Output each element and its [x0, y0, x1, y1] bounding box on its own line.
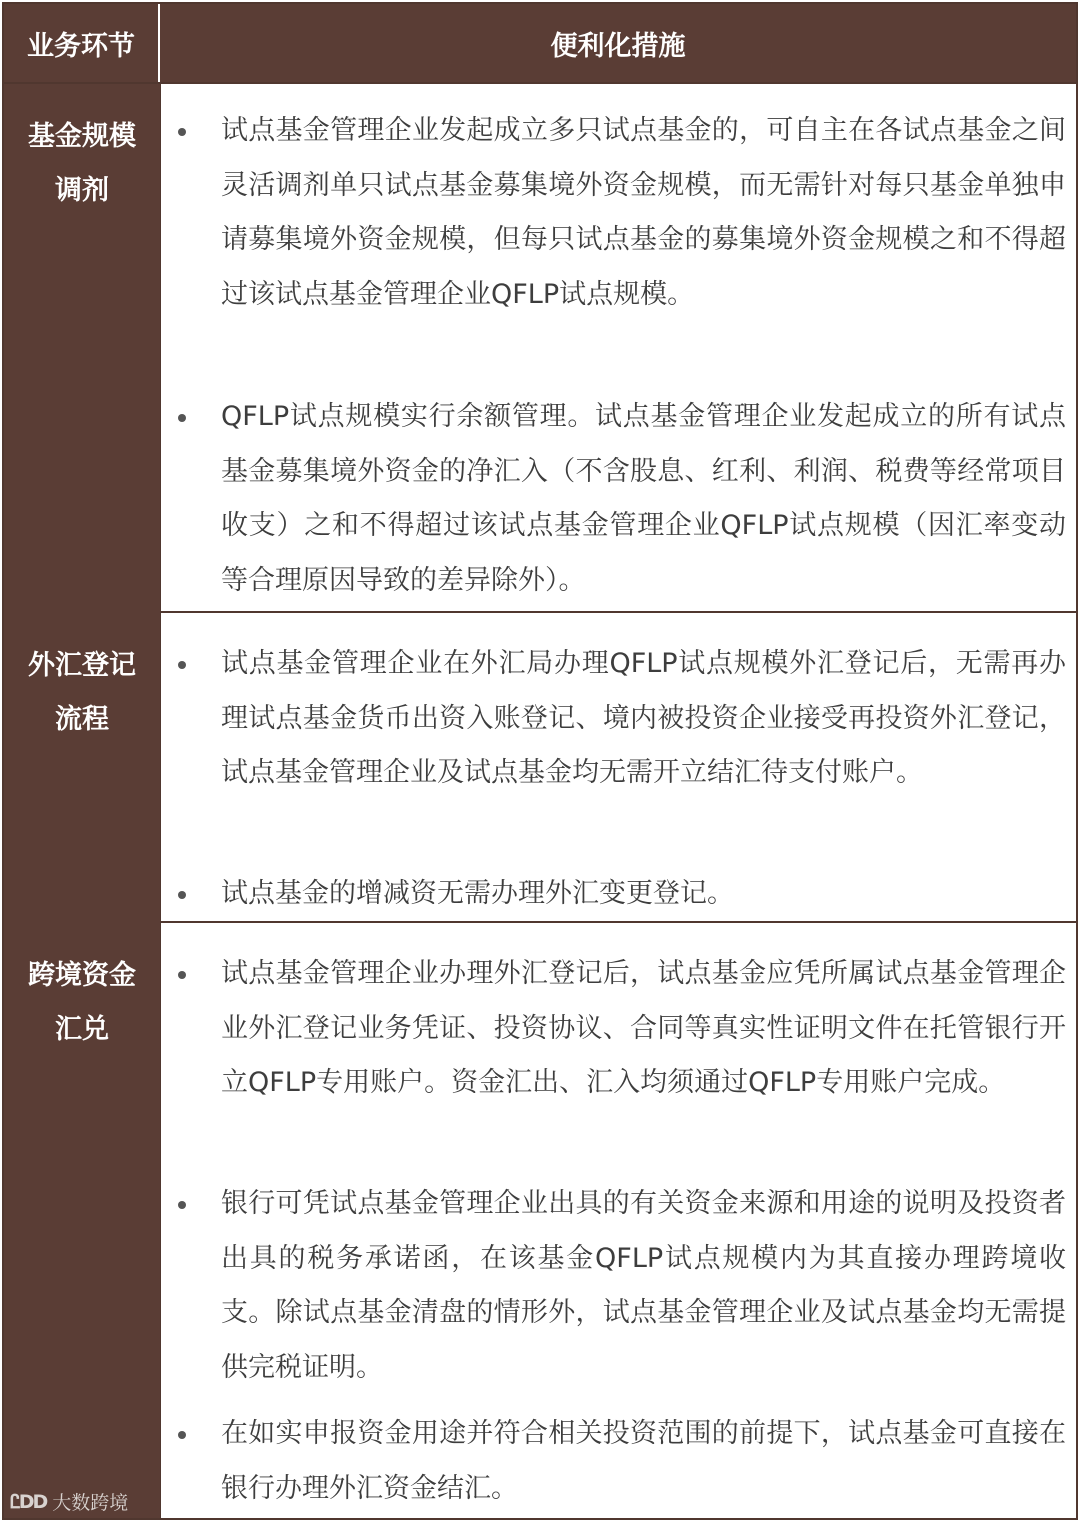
category-label-line2: 流程 — [55, 704, 109, 735]
measure-text: 在如实申报资金用途并符合相关投资范围的前提下，试点基金可直接在银行办理外汇资金结汇。 — [221, 1418, 1066, 1504]
category-label-line1: 跨境资金 — [28, 960, 136, 991]
bullet-icon — [178, 661, 186, 669]
measure-text: 试点基金的增减资无需办理外汇变更登记。 — [221, 878, 734, 909]
category-label-line2: 汇兑 — [55, 1014, 109, 1045]
bullet-icon — [178, 1431, 186, 1439]
brand-logo-icon: ᏝDD — [10, 1490, 47, 1513]
category-cell — [4, 921, 160, 1518]
table-row — [4, 84, 1076, 611]
category-cell — [4, 611, 160, 921]
category-label-line1: 基金规模 — [28, 121, 136, 152]
measure-text: 试点基金管理企业在外汇局办理QFLP试点规模外汇登记后，无需再办理试点基金货币出资入账登记、境内被投资企业接受再投资外汇登记，试点基金管理企业及试点基金均无需开立结汇待支付账户。 — [221, 648, 1066, 788]
category-label-line2: 调剂 — [55, 175, 109, 206]
header-business-stage: 业务环节 — [4, 4, 160, 82]
bullet-icon — [178, 891, 186, 899]
bullet-icon — [178, 128, 186, 136]
measures-cell — [161, 613, 1076, 921]
measures-table — [2, 2, 1078, 1520]
bullet-icon — [178, 971, 186, 979]
measure-text: QFLP试点规模实行余额管理。试点基金管理企业发起成立的所有试点基金募集境外资金的净汇入（不含股息、红利、利润、税费等经常项目收支）之和不得超过该试点基金管理企业QFLP试点规模（因汇率变动等合理原因导致的差异除外）。 — [221, 401, 1066, 596]
bullet-icon — [178, 414, 186, 422]
watermark — [10, 1488, 128, 1515]
header-measures: 便利化措施 — [550, 30, 686, 62]
bullet-icon — [178, 1201, 186, 1209]
category-cell — [4, 84, 160, 611]
table-header — [4, 4, 1076, 82]
watermark-text: 大数跨境 — [52, 1492, 129, 1514]
measures-cell — [161, 84, 1076, 611]
measure-text: 试点基金管理企业办理外汇登记后，试点基金应凭所属试点基金管理企业外汇登记业务凭证、投资协议、合同等真实性证明文件在托管银行开立QFLP专用账户。资金汇出、汇入均须通过QFLP专用账户完成。 — [221, 958, 1066, 1098]
measures-cell — [161, 923, 1076, 1518]
measure-text: 银行可凭试点基金管理企业出具的有关资金来源和用途的说明及投资者出具的税务承诺函，在该基金QFLP试点规模内为其直接办理跨境收支。除试点基金清盘的情形外，试点基金管理企业及试点基金均无需提供完税证明。 — [221, 1188, 1066, 1383]
category-label-line1: 外汇登记 — [28, 650, 136, 681]
table-row — [4, 611, 1076, 921]
measure-text: 试点基金管理企业发起成立多只试点基金的，可自主在各试点基金之间灵活调剂单只试点基金募集境外资金规模，而无需针对每只基金单独申请募集境外资金规模，但每只试点基金的募集境外资金规模之和不得超过该试点基金管理企业QFLP试点规模。 — [221, 115, 1066, 310]
table-row — [4, 921, 1076, 1518]
